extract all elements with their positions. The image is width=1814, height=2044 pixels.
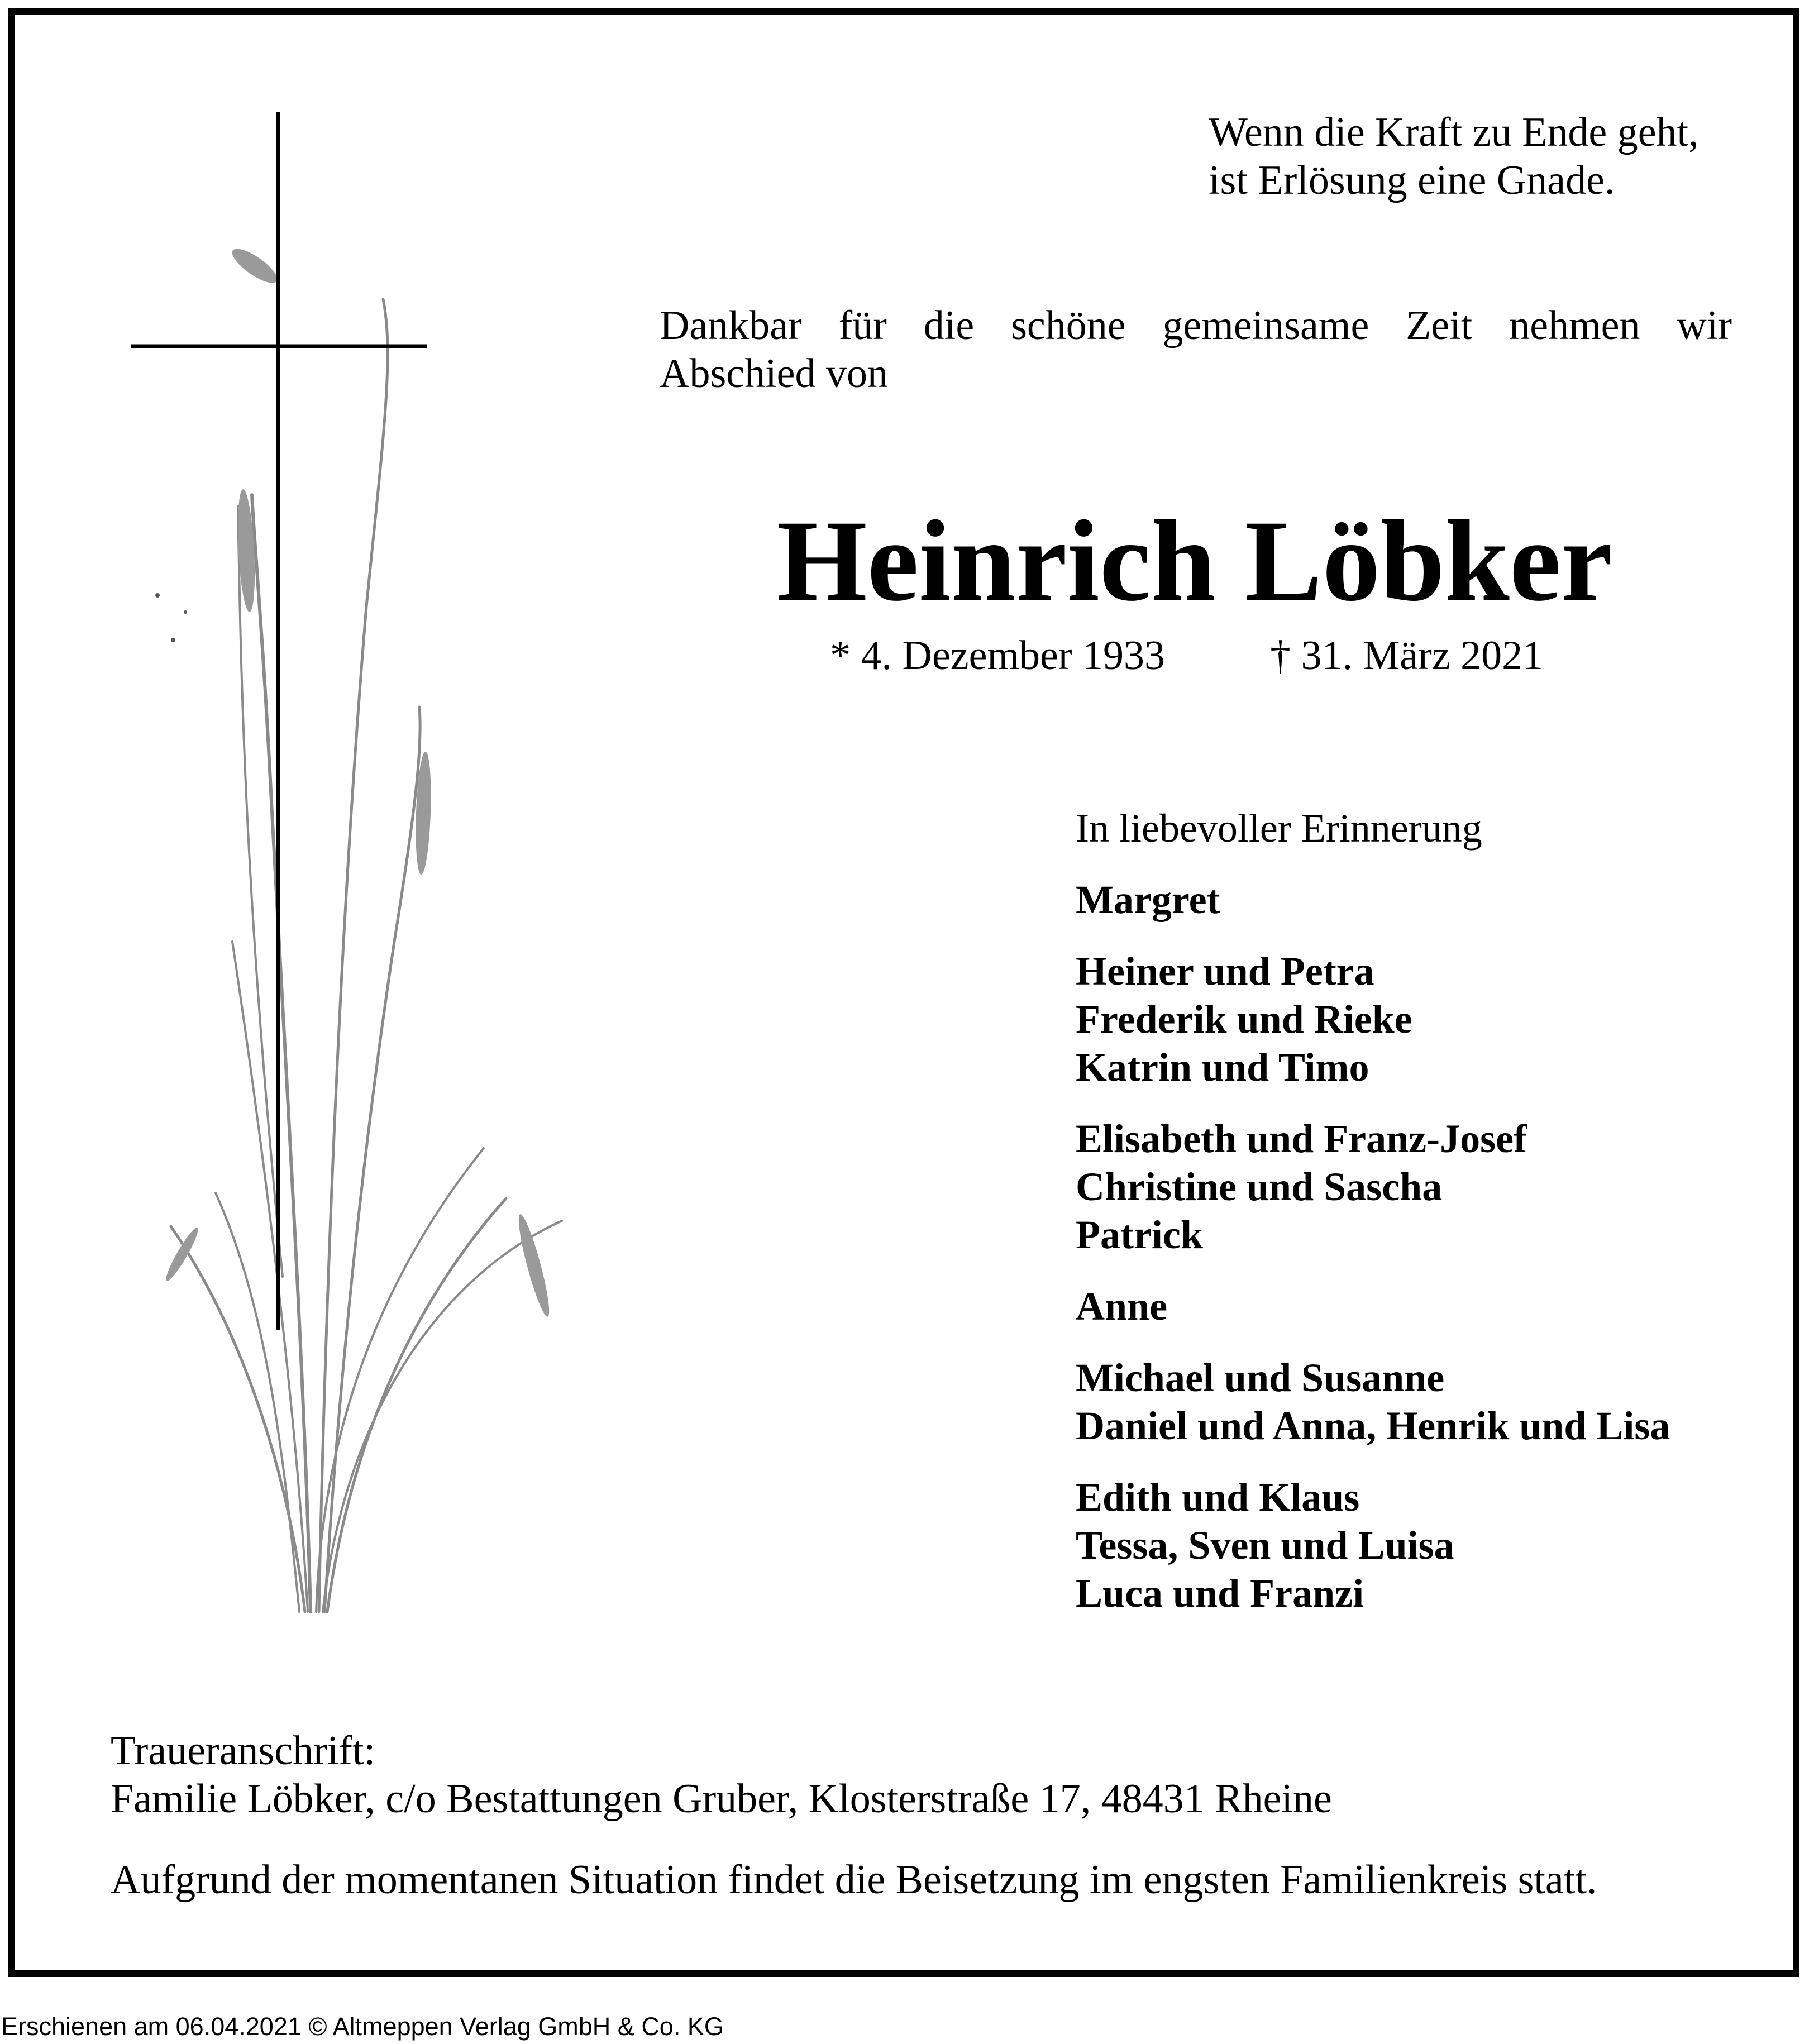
- mourners-lead: In liebevoller Erinnerung: [1076, 806, 1482, 851]
- mourner-name: Margret: [1076, 877, 1220, 922]
- motto-line: ist Erlösung eine Gnade.: [1209, 157, 1615, 203]
- death-date: † 31. März 2021: [1270, 633, 1544, 679]
- birth-date: * 4. Dezember 1933: [830, 633, 1166, 679]
- mourner-name: Daniel und Anna, Henrik und Lisa: [1076, 1403, 1670, 1448]
- mourner-group: [1076, 876, 1670, 924]
- mourner-name: Luca und Franzi: [1076, 1571, 1364, 1616]
- deceased-name: Heinrich Löbker: [777, 496, 1613, 625]
- mourner-name: Anne: [1076, 1284, 1168, 1329]
- publication-footer: Erschienen am 06.04.2021 © Altmeppen Verlag GmbH & Co. KG: [1, 2012, 724, 2041]
- mourner-group: [1076, 1473, 1670, 1617]
- mourner-name: Katrin und Timo: [1076, 1045, 1369, 1090]
- mourner-group: [1076, 947, 1670, 1091]
- mourner-name: Heiner und Petra: [1076, 949, 1374, 994]
- cross-with-grass-icon: [104, 104, 584, 1634]
- mourner-name: Elisabeth und Franz-Josef: [1076, 1116, 1527, 1161]
- mourner-group: [1076, 1115, 1670, 1259]
- motto-quote: [1209, 108, 1699, 204]
- mourner-name: Tessa, Sven und Luisa: [1076, 1523, 1454, 1568]
- address-label: Traueranschrift:: [111, 1728, 376, 1774]
- mourner-name: Christine und Sascha: [1076, 1164, 1443, 1209]
- mourner-name: Frederik und Rieke: [1076, 997, 1412, 1042]
- mourner-group: [1076, 1282, 1670, 1330]
- motto-line: Wenn die Kraft zu Ende geht,: [1209, 109, 1699, 155]
- intro-line: Abschied von: [660, 351, 888, 397]
- intro-line: Dankbar für die schöne gemeinsame Zeit nehmen wir: [660, 303, 1732, 348]
- mourner-name: Edith und Klaus: [1076, 1475, 1360, 1520]
- mourner-group: [1076, 1354, 1670, 1450]
- mourner-name: Michael und Susanne: [1076, 1355, 1445, 1400]
- intro-text: [660, 302, 1732, 398]
- mourners-list: [1076, 804, 1670, 1617]
- mourner-name: Patrick: [1076, 1212, 1203, 1257]
- address-text: Familie Löbker, c/o Bestattungen Gruber, Klosterstraße 17, 48431 Rheine: [111, 1776, 1332, 1822]
- obituary-frame: [8, 8, 1799, 1977]
- mourning-address: [111, 1727, 1332, 1823]
- burial-notice: Aufgrund der momentanen Situation findet die Beisetzung im engsten Familienkreis statt.: [111, 1857, 1597, 1903]
